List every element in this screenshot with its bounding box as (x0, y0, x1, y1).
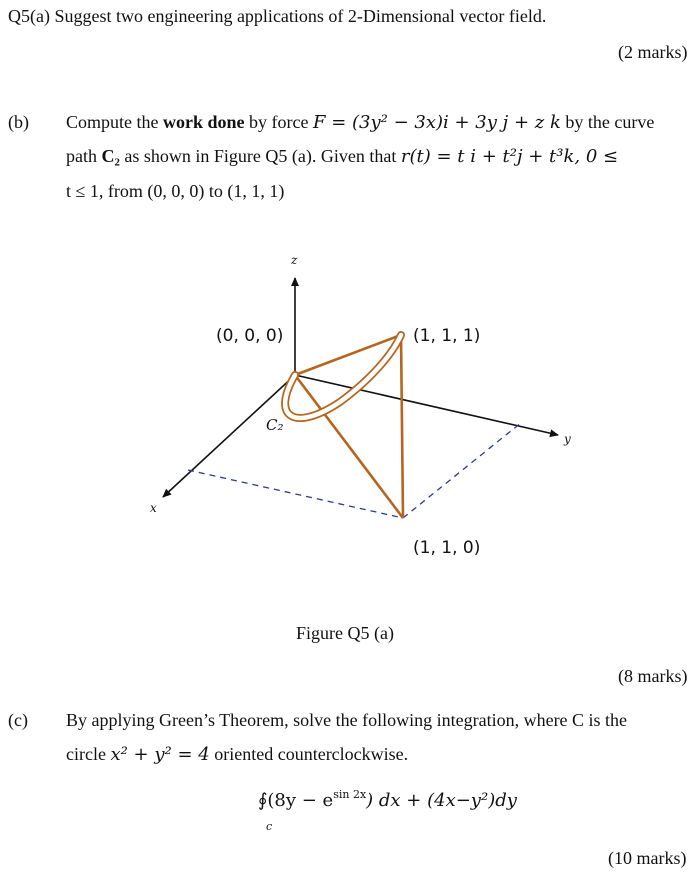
question-5a-marks: (2 marks) (618, 42, 688, 62)
q5b-line2-text-b: as shown in Figure Q5 (a). Given that (119, 146, 401, 166)
q5c-line2-text-b: oriented counterclockwise. (209, 744, 409, 764)
integral-part-b: ) dx + (4x−y²)dy (366, 790, 517, 811)
curve-label-c2: C₂ (266, 416, 284, 434)
question-5b-line-2 (66, 146, 618, 167)
x-axis (163, 375, 295, 497)
q5b-line1-text-b: by force (244, 112, 313, 132)
vertical-segment (401, 335, 403, 518)
question-5c-line-2 (66, 744, 408, 765)
label-end-point: (1, 1, 1) (413, 326, 481, 346)
q5b-c2: C₂ (101, 146, 120, 166)
axis-label-x: x (150, 501, 157, 515)
dashed-edge-y (403, 422, 522, 518)
label-base-point: (1, 1, 0) (413, 538, 481, 558)
integral-part-a: ∮(8y − e (258, 790, 334, 811)
label-origin: (0, 0, 0) (216, 326, 284, 346)
integral-exponent: sin 2x (333, 788, 367, 801)
axis-label-z: z (291, 253, 298, 267)
integral-subscript: c (266, 820, 273, 833)
question-5c-line-1: By applying Green’s Theorem, solve the following integration, where C is the (66, 710, 628, 730)
figure-q5a (130, 240, 590, 570)
q5c-line2-text-a: circle (66, 744, 111, 764)
q5c-circle-equation: x² + y² = 4 (110, 744, 210, 765)
figure-caption: Figure Q5 (a) (296, 623, 394, 643)
q5b-force-expression: F = (3y² − 3x)i + 3y j + z k (312, 112, 561, 133)
question-5b-label: (b) (8, 112, 29, 132)
q5b-r-expression: r(t) = t i + t²j + t³k, 0 ≤ (400, 146, 619, 167)
q5b-line1-text-c: by the curve (560, 112, 655, 132)
q5b-line2-text-a: path (66, 146, 102, 166)
question-5b-marks: (8 marks) (618, 666, 688, 686)
question-5c-marks: (10 marks) (608, 848, 687, 868)
question-5b-line-1 (66, 112, 654, 133)
q5b-work-done: work done (163, 112, 245, 132)
question-5b-line-3: t ≤ 1, from (0, 0, 0) to (1, 1, 1) (66, 181, 285, 201)
question-5c-label: (c) (8, 710, 28, 730)
axis-label-y: y (564, 432, 571, 446)
integral-expression (258, 788, 517, 811)
question-5a-text: Q5(a) Suggest two engineering applications of 2-Dimensional vector field. (8, 6, 547, 26)
q5b-line1-text-a: Compute the (66, 112, 163, 132)
